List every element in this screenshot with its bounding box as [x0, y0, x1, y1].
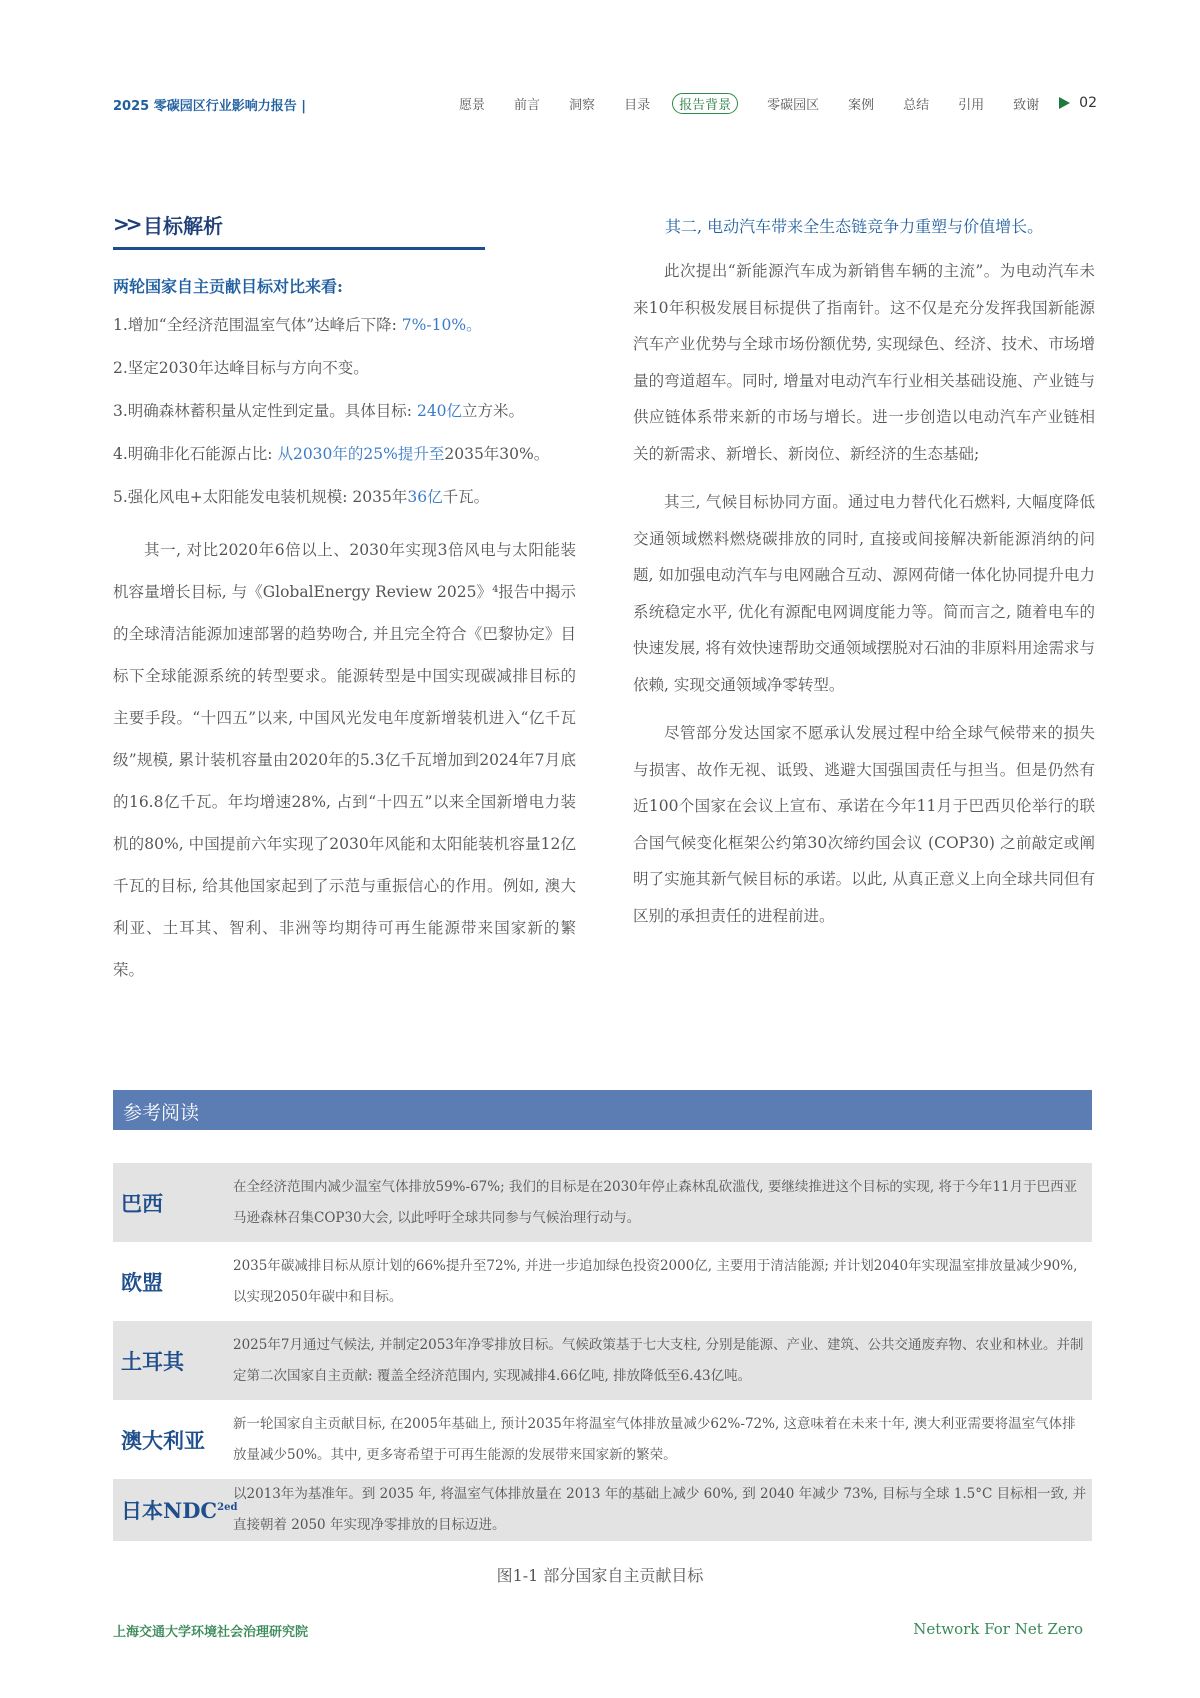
table-row	[113, 1242, 1092, 1321]
country-description: 2025年7月通过气候法, 并制定2053年净零排放目标。气候政策基于七大支柱, 分别是能源、产业、建筑、公共交通废弃物、农业和林业。并制定第二次国家自主贡献: 覆盖全经济范围内, 实现减排4.66亿吨, 排放降低至6.43亿吨。	[233, 1336, 1084, 1384]
country-label: 土耳其	[121, 1348, 184, 1374]
reference-table	[113, 1163, 1092, 1541]
country-label: 巴西	[121, 1190, 163, 1216]
footer-institution: 上海交通大学环境社会治理研究院	[113, 1625, 309, 1640]
reference-title: 参考阅读	[123, 1102, 200, 1124]
page-number: 02	[1079, 95, 1097, 111]
report-title: 2025 零碳园区行业影响力报告 |	[113, 99, 306, 114]
country-label: 澳大利亚	[121, 1427, 205, 1453]
page-header	[113, 90, 1097, 120]
table-row	[113, 1400, 1092, 1479]
body-paragraph: 其一, 对比2020年6倍以上、2030年实现3倍风电与太阳能装机容量增长目标, 与《GlobalEnergy Review 2025》⁴报告中揭示的全球清洁能源加速部署的趋势吻合, 并且完全符合《巴黎协定》目标下全球能源系统的转型要求。能源转型是中国实现碳减排目标的主要手段。“十四五”以来, 中国风光发电年度新增装机进入“亿千瓦级”规模, 累计装机容量由2020年的5.3亿千瓦增加到2024年7月底的16.8亿千瓦。年均增速28%, 占到“十四五”以来全国新增电力装机的80%, 中国提前六年实现了2030年风能和太阳能装机容量12亿千瓦的目标, 给其他国家起到了示范与重振信心的作用。例如, 澳大利亚、土耳其、智利、非洲等均期待可再生能源带来国家新的繁荣。	[113, 541, 576, 979]
nav-item-insight[interactable]: 洞察	[569, 97, 596, 113]
country-description: 2035年碳减排目标从原计划的66%提升至72%, 并进一步追加绿色投资2000亿, 主要用于清洁能源; 并计划2040年实现温室排放量减少90%, 以实现2050年碳中和目标。	[233, 1257, 1078, 1305]
play-icon[interactable]	[1059, 97, 1070, 109]
body-paragraph: 尽管部分发达国家不愿承认发展过程中给全球气候带来的损失与损害、故作无视、诋毁、逃避大国强国责任与担当。但是仍然有近100个国家在会议上宣布、承诺在今年11月于巴西贝伦举行的联合国气候变化框架公约第30次缔约国会议 (COP30) 之前敲定或阐明了实施其新气候目标的承诺。以此, 从真正意义上向全球共同但有区别的承担责任的进程前进。	[633, 724, 1095, 925]
table-row	[113, 1321, 1092, 1400]
goal-item: 2.坚定2030年达峰目标与方向不变。	[113, 359, 369, 377]
compare-heading: 两轮国家自主贡献目标对比来看:	[113, 277, 343, 296]
double-chevron-icon: >>	[113, 212, 139, 236]
footer-network: Network For Net Zero	[913, 1620, 1083, 1638]
nav-item-summary[interactable]: 总结	[903, 97, 930, 113]
body-paragraph: 其三, 气候目标协同方面。通过电力替代化石燃料, 大幅度降低交通领域燃料燃烧碳排放的同时, 直接或间接解决新能源消纳的问题, 如加强电动汽车与电网融合互动、源网荷储一体化协同提升电力系统稳定水平, 优化有源配电网调度能力等。简而言之, 随着电车的快速发展, 将有效快速帮助交通领域摆脱对石油的非原料用途需求与依赖, 实现交通领域净零转型。	[633, 493, 1095, 694]
top-nav	[430, 90, 1097, 116]
body-paragraph: 此次提出“新能源汽车成为新销售车辆的主流”。为电动汽车未来10年积极发展目标提供了指南针。这不仅是充分发挥我国新能源汽车产业优势与全球市场份额优势, 实现绿色、经济、技术、市场增量的弯道超车。同时, 增量对电动汽车行业相关基础设施、产业链与供应链体系带来新的市场与增长。进一步创造以电动汽车产业链相关的新需求、新增长、新岗位、新经济的生态基础;	[633, 262, 1095, 463]
reference-banner	[113, 1090, 1092, 1130]
country-description: 新一轮国家自主贡献目标, 在2005年基础上, 预计2035年将温室气体排放量减少62%-72%, 这意味着在未来十年, 澳大利亚需要将温室气体排放量减少50%。其中, 更多寄希望于可再生能源的发展带来国家新的繁荣。	[233, 1415, 1076, 1463]
figure-caption: 图1-1 部分国家自主贡献目标	[496, 1566, 704, 1585]
left-column	[113, 274, 576, 991]
goal-item: 5.强化风电+太阳能发电装机规模: 2035年36亿千瓦。	[113, 488, 490, 506]
nav-item-zero-carbon-park[interactable]: 零碳园区	[767, 97, 820, 113]
nav-item-preface[interactable]: 前言	[514, 97, 541, 113]
section-heading	[113, 208, 485, 250]
country-description: 在全经济范围内减少温室气体排放59%-67%; 我们的目标是在2030年停止森林乱砍滥伐, 要继续推进这个目标的实现, 将于今年11月于巴西亚马逊森林召集COP30大会, 以此呼吁全球共同参与气候治理行动与。	[233, 1178, 1078, 1226]
goal-item: 1.增加“全经济范围温室气体”达峰后下降: 7%-10%。	[113, 316, 482, 334]
goal-item: 3.明确森林蓄积量从定性到定量。具体目标: 240亿立方米。	[113, 402, 525, 420]
nav-item-cases[interactable]: 案例	[848, 97, 875, 113]
country-description: 以2013年为基准年。到 2035 年, 将温室气体排放量在 2013 年的基础上减少 60%, 到 2040 年减少 73%, 目标与全球 1.5°C 目标相一致, 并直接朝着 2050 年实现净零排放的目标迈进。	[233, 1486, 1087, 1533]
nav-item-vision[interactable]: 愿景	[459, 97, 486, 113]
nav-item-references[interactable]: 引用	[958, 97, 985, 113]
nav-item-acknowledgements[interactable]: 致谢	[1013, 97, 1040, 113]
nav-item-contents[interactable]: 目录	[624, 97, 651, 113]
goal-item: 4.明确非化石能源占比: 从2030年的25%提升至2035年30%。	[113, 445, 550, 463]
right-column	[633, 213, 1095, 946]
country-label: 日本$NDC^{2ed}$	[121, 1498, 238, 1523]
nav-item-background[interactable]: 报告背景	[672, 93, 738, 114]
section-title: 目标解析	[143, 214, 223, 238]
table-row	[113, 1479, 1092, 1541]
table-row	[113, 1163, 1092, 1242]
country-label: 欧盟	[121, 1269, 163, 1295]
subheading: 其二, 电动汽车带来全生态链竞争力重塑与价值增长。	[665, 217, 1044, 236]
